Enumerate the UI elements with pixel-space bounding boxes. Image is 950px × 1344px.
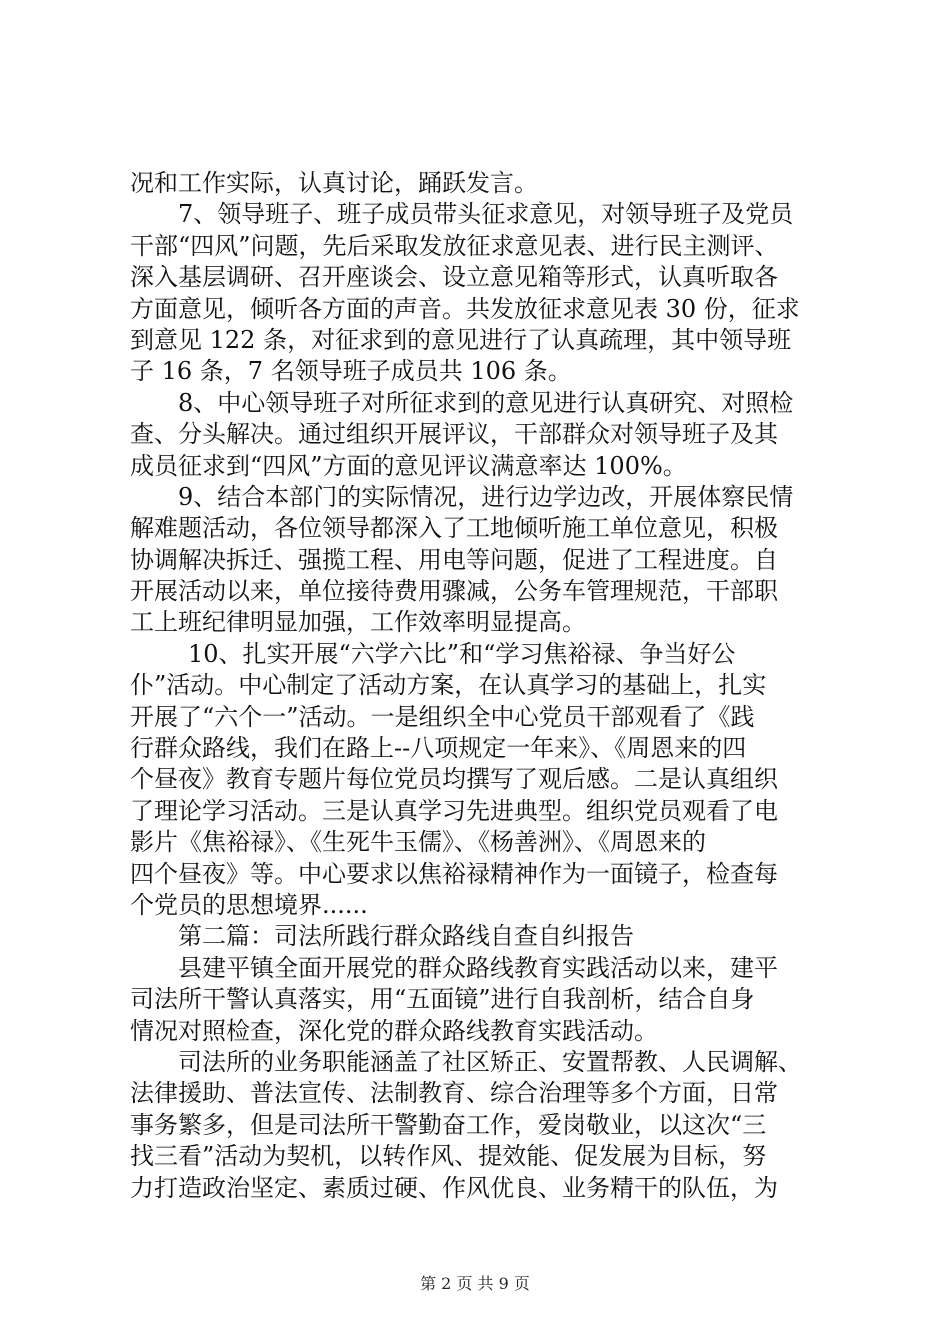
text-line: 开展了“六个一”活动。一是组织全中心党员干部观看了《践 (130, 702, 755, 731)
text-line: 力打造政治坚定、素质过硬、作风优良、业务精干的队伍，为 (130, 1173, 778, 1202)
text-line: 深入基层调研、召开座谈会、设立意见箱等形式，认真听取各 (130, 263, 778, 292)
text-line: 仆”活动。中心制定了活动方案，在认真学习的基础上，扎实 (130, 671, 767, 700)
text-line: 解难题活动，各位领导都深入了工地倾听施工单位意见，积极 (130, 514, 778, 543)
document-body (130, 168, 850, 1204)
text-line: 司法所干警认真落实，用“五面镜”进行自我剖析，结合自身 (130, 985, 755, 1014)
text-line: 四个昼夜》等。中心要求以焦裕禄精神作为一面镜子，检查每 (130, 859, 778, 888)
text-line: 法律援助、普法宣传、法制教育、综合治理等多个方面，日常 (130, 1079, 778, 1108)
text-line: 干部“四风”问题，先后采取发放征求意见表、进行民主测评、 (130, 231, 779, 260)
text-line: 司法所的业务职能涵盖了社区矫正、安置帮教、人民调解、 (178, 1047, 802, 1076)
text-line: 8、中心领导班子对所征求到的意见进行认真研究、对照检 (178, 388, 794, 417)
text-line: 县建平镇全面开展党的群众路线教育实践活动以来，建平 (178, 953, 778, 982)
text-line: 9、结合本部门的实际情况，进行边学边改，开展体察民情 (178, 482, 794, 511)
text-line: 情况对照检查，深化党的群众路线教育实践活动。 (130, 1016, 658, 1045)
text-line: 工上班纪律明显加强，工作效率明显提高。 (130, 608, 586, 637)
text-line: 个昼夜》教育专题片每位党员均撰写了观后感。二是认真组织 (130, 765, 778, 794)
text-line: 到意见 122 条，对征求到的意见进行了认真疏理，其中领导班 (130, 325, 792, 354)
text-line: 事务繁多，但是司法所干警勤奋工作，爱岗敬业，以这次“三 (130, 1110, 767, 1139)
text-line: 况和工作实际，认真讨论，踊跃发言。 (130, 169, 538, 197)
text-line: 行群众路线，我们在路上--八项规定一年来》、《周恩来的四 (130, 734, 747, 763)
text-line: 7、领导班子、班子成员带头征求意见，对领导班子及党员 (178, 200, 794, 229)
text-line: 协调解决拆迁、强揽工程、用电等问题，促进了工程进度。自 (130, 545, 778, 574)
text-line: 查、分头解决。通过组织开展评议，干部群众对领导班子及其 (130, 420, 778, 449)
text-line: 找三看”活动为契机，以转作风、提效能、促发展为目标，努 (130, 1142, 767, 1171)
text-line: 开展活动以来，单位接待费用骤减，公务车管理规范，干部职 (130, 577, 778, 606)
text-line: 子 16 条，7 名领导班子成员共 106 条。 (130, 357, 572, 386)
text-line: 10、扎实开展“六学六比”和“学习焦裕禄、争当好公 (188, 639, 736, 668)
page-number-footer: 第 2 页 共 9 页 (420, 1274, 530, 1293)
text-line: 方面意见，倾听各方面的声音。共发放征求意见表 30 份，征求 (130, 294, 800, 323)
text-line: 了理论学习活动。三是认真学习先进典型。组织党员观看了电 (130, 796, 778, 825)
text-line: 个党员的思想境界...... (130, 890, 368, 919)
text-line: 影片《焦裕禄》、《生死牛玉儒》、《杨善洲》、《周恩来的 (130, 828, 706, 857)
section-heading: 第二篇：司法所践行群众路线自查自纠报告 (178, 922, 634, 951)
text-line: 成员征求到“四风”方面的意见评议满意率达 100%。 (130, 451, 687, 480)
